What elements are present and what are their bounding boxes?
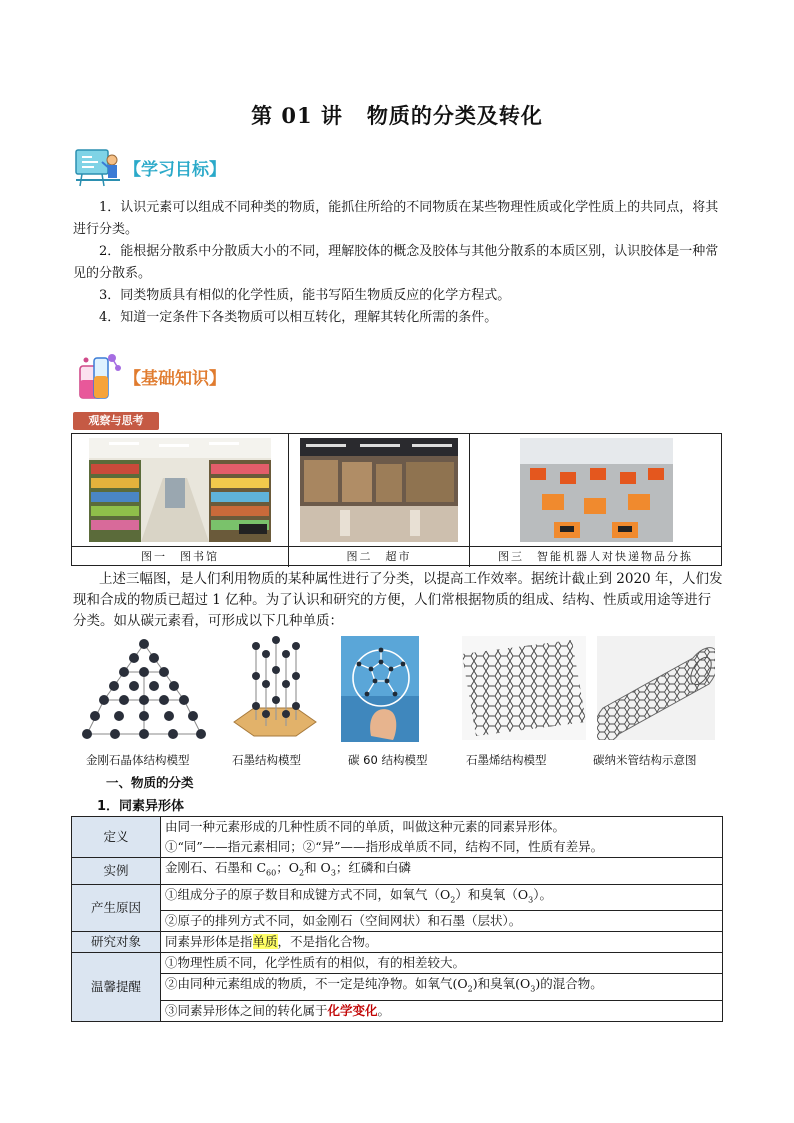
heading-classification: 一、物质的分类 xyxy=(106,775,194,790)
object-text: 同素异形体是指单质，不是指化合物。 xyxy=(161,932,723,953)
page-title xyxy=(0,100,794,130)
basics-title: 【基础知识】 xyxy=(124,368,226,389)
graphene-model-image xyxy=(462,636,586,740)
graphite-model-image xyxy=(226,636,324,748)
examples-text: 金刚石、石墨和 $C_{60}$；$O_2$和 $O_3$；红磷和白磷 xyxy=(161,858,723,885)
photo-caption-3: 图三 智能机器人对快递物品分拣 xyxy=(470,546,721,567)
graphene-caption: 石墨烯结构模型 xyxy=(466,753,547,767)
definition-text: 由同一种元素形成的几种性质不同的单质，叫做这种元素的同素异形体。 xyxy=(161,817,723,838)
goal-item-4: 4．知道一定条件下各类物质可以相互转化，理解其转化所需的条件。 xyxy=(99,310,498,325)
c60-caption: 碳 60 结构模型 xyxy=(348,753,428,767)
table-row xyxy=(72,932,723,953)
nanotube-caption: 碳纳米管结构示意图 xyxy=(593,753,697,767)
table-row xyxy=(72,974,723,1001)
photo-caption-1: 图一 图书馆 xyxy=(72,546,288,567)
goals-title: 【学习目标】 xyxy=(124,159,226,180)
tip-text-2: ②由同种元素组成的物质，不一定是纯净物。如氧气$(O_2)$和臭氧$(O_3)$的混合物。 xyxy=(161,974,723,1001)
row-label-cause: 产生原因 xyxy=(72,884,161,932)
table-row xyxy=(72,953,723,974)
observe-think-tag: 观察与思考 xyxy=(73,412,159,430)
goals-header xyxy=(74,146,226,188)
carbon-nanotube-image xyxy=(597,636,715,740)
lesson-number: 第 01 讲 xyxy=(251,103,343,128)
photo-caption-2: 图二 超市 xyxy=(289,546,469,567)
table-row xyxy=(72,884,723,911)
photo-cell-2 xyxy=(289,434,469,567)
table-row xyxy=(72,858,723,885)
chemistry-flask-icon xyxy=(74,350,124,402)
diamond-caption: 金刚石晶体结构模型 xyxy=(86,753,190,767)
table-row xyxy=(72,1000,723,1021)
diamond-model-image xyxy=(79,636,209,750)
table-row xyxy=(72,817,723,838)
basics-header xyxy=(74,350,226,402)
c60-model-image xyxy=(341,636,419,742)
tip-text-1: ①物理性质不同，化学性质有的相似，有的相差较大。 xyxy=(161,953,723,974)
definition-explain: ①“同”——指元素相同；②“异”——指形成单质不同，结构不同，性质有差异。 xyxy=(161,837,723,858)
photo-table xyxy=(71,433,722,566)
cause-text-2: ②原子的排列方式不同，如金刚石（空间网状）和石墨（层状）。 xyxy=(161,911,723,932)
row-label-object: 研究对象 xyxy=(72,932,161,953)
photo-cell-1 xyxy=(72,434,288,567)
table-row xyxy=(72,837,723,858)
table-row xyxy=(72,911,723,932)
intro-paragraph: 上述三幅图，是人们利用物质的某种属性进行了分类，以提高工作效率。据统计截止到 2020 年，人们发现和合成的物质已超过 1 亿种。为了认识和研究的方便，人们常根据物质的组成、结构、性质或用途等进行分类。如从碳元素看，可形成以下几种单质： xyxy=(73,571,723,629)
photo-cell-3 xyxy=(470,434,721,567)
goal-item-2: 2．能根据分散系中分散质大小的不同，理解胶体的概念及胶体与其他分散系的本质区别，认识胶体是一种常见的分散系。 xyxy=(73,244,719,281)
library-photo xyxy=(300,438,458,542)
cause-text-1: ①组成分子的原子数目和成键方式不同，如氧气$(O_2)$和臭氧$(O_3)$。 xyxy=(161,884,723,911)
teacher-board-icon xyxy=(74,146,122,188)
row-label-tips: 温馨提醒 xyxy=(72,953,161,1022)
row-label-definition: 定义 xyxy=(72,817,161,858)
robot-sorting-photo xyxy=(520,438,673,542)
row-label-examples: 实例 xyxy=(72,858,161,885)
allotrope-table xyxy=(71,816,723,1022)
supermarket-photo xyxy=(89,438,271,542)
heading-allotropes: 1．同素异形体 xyxy=(97,799,185,814)
goal-item-3: 3．同类物质具有相似的化学性质，能书写陌生物质反应的化学方程式。 xyxy=(99,288,511,303)
lesson-title: 物质的分类及转化 xyxy=(366,103,543,128)
goal-item-1: 1．认识元素可以组成不同种类的物质，能抓住所给的不同物质在某些物理性质或化学性质上的共同点，将其进行分类。 xyxy=(73,200,719,237)
graphite-caption: 石墨结构模型 xyxy=(232,753,301,767)
tip-text-3: ③同素异形体之间的转化属于化学变化。 xyxy=(161,1000,723,1021)
